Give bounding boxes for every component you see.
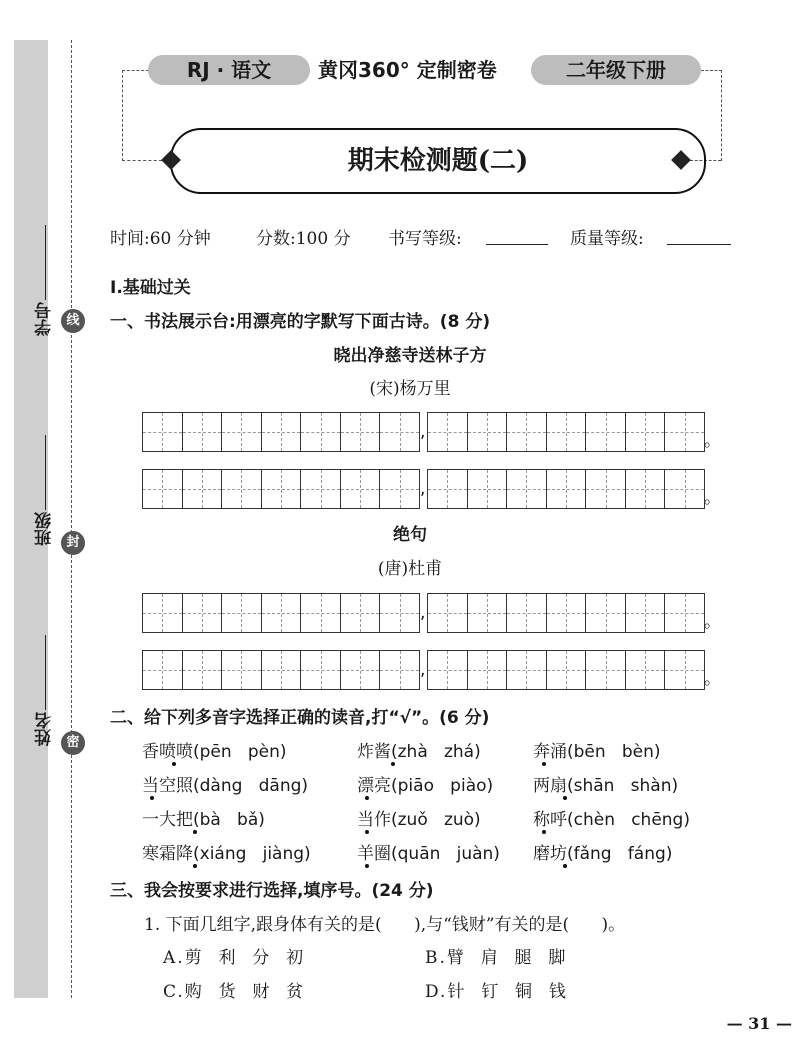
emphasis-dot (172, 762, 176, 766)
writing-grid[interactable] (427, 593, 705, 633)
period-mark: 。 (704, 669, 721, 689)
period-mark: 。 (704, 488, 721, 508)
writing-grid[interactable] (142, 412, 420, 452)
comma-mark: , (420, 422, 426, 442)
pinyin-item: 当空照(dàng dāng) (142, 776, 309, 796)
pinyin-item: 羊圈(quān juàn) (357, 844, 500, 864)
blank-line (45, 635, 46, 710)
emphasis-dot (365, 864, 369, 868)
pinyin-item: 称呼(chèn chēng) (533, 810, 690, 830)
pinyin-item: 寒霜降(xiáng jiàng) (142, 844, 311, 864)
emphasis-dot (150, 796, 154, 800)
question-3-heading: 三、我会按要求进行选择,填序号。(24 分) (110, 881, 434, 901)
writing-grid[interactable] (427, 650, 705, 690)
question-1-heading: 一、书法展示台:用漂亮的字默写下面古诗。(8 分) (110, 312, 491, 332)
pinyin-item: 香喷喷(pēn pèn) (142, 742, 287, 762)
question-3-item-1: 1. 下面几组字,跟身体有关的是( ),与“钱财”有关的是( )。 (144, 915, 626, 935)
page-title: 期末检测题(二) (347, 146, 529, 176)
period-mark: 。 (704, 431, 721, 451)
option-d[interactable]: D.针 钉 铜 钱 (425, 982, 568, 1002)
grade-badge: 二年级下册 (531, 55, 701, 85)
poem-1-title: 晓出净慈寺送林子方 (333, 346, 487, 366)
emphasis-dot (193, 830, 197, 834)
writing-grid[interactable] (142, 469, 420, 509)
comma-mark: , (420, 660, 426, 680)
question-2-heading: 二、给下列多音字选择正确的读音,打“√”。(6 分) (110, 708, 490, 728)
class-label: 班级 (35, 512, 55, 546)
emphasis-dot (365, 830, 369, 834)
pinyin-item: 奔涌(bēn bèn) (533, 742, 661, 762)
seal-mark: 密 (61, 731, 85, 755)
emphasis-dot (365, 796, 369, 800)
pinyin-item: 一大把(bà bǎ) (142, 810, 265, 830)
pinyin-item: 当作(zuǒ zuò) (357, 810, 481, 830)
writing-grade-blank[interactable] (486, 228, 548, 245)
binding-margin (14, 40, 55, 998)
option-a[interactable]: A.剪 利 分 初 (163, 948, 306, 968)
poem-1-author: (宋)杨万里 (369, 379, 451, 399)
option-b[interactable]: B.臂 肩 腿 脚 (425, 948, 568, 968)
time-info: 时间:60 分钟 (110, 229, 211, 249)
page-number: — 31 — (726, 1014, 792, 1033)
writing-grid[interactable] (142, 650, 420, 690)
option-c[interactable]: C.购 货 财 贫 (163, 982, 306, 1002)
poem-2-author: (唐)杜甫 (377, 559, 443, 579)
pinyin-item: 磨坊(fǎng fáng) (533, 844, 673, 864)
emphasis-dot (542, 762, 546, 766)
emphasis-dot (563, 864, 567, 868)
brand-text: 黄冈360° 定制密卷 (318, 58, 497, 82)
quality-grade-label: 质量等级: (570, 229, 644, 249)
score-info: 分数:100 分 (256, 229, 351, 249)
cut-line (71, 40, 72, 998)
emphasis-dot (563, 796, 567, 800)
quality-grade-blank[interactable] (667, 228, 731, 245)
header-frame (122, 160, 162, 161)
emphasis-dot (391, 762, 395, 766)
poem-2-title: 绝句 (393, 525, 427, 545)
header-frame (122, 70, 149, 161)
student-id-label: 学号 (35, 302, 55, 336)
pinyin-item: 炸酱(zhà zhá) (357, 742, 481, 762)
pinyin-item: 漂亮(piāo piào) (357, 776, 494, 796)
comma-mark: , (420, 603, 426, 623)
name-label: 姓名 (35, 712, 55, 746)
writing-grid[interactable] (427, 412, 705, 452)
writing-grid[interactable] (142, 593, 420, 633)
section-heading: Ⅰ.基础过关 (110, 278, 191, 298)
writing-grade-label: 书写等级: (388, 229, 462, 249)
subject-badge: RJ · 语文 (148, 55, 310, 85)
period-mark: 。 (704, 612, 721, 632)
blank-line (45, 225, 46, 300)
blank-line (45, 435, 46, 510)
seal-mark: 线 (61, 309, 85, 333)
seal-mark: 封 (61, 531, 85, 555)
writing-grid[interactable] (427, 469, 705, 509)
emphasis-dot (193, 864, 197, 868)
comma-mark: , (420, 479, 426, 499)
emphasis-dot (542, 830, 546, 834)
pinyin-item: 两扇(shān shàn) (533, 776, 679, 796)
